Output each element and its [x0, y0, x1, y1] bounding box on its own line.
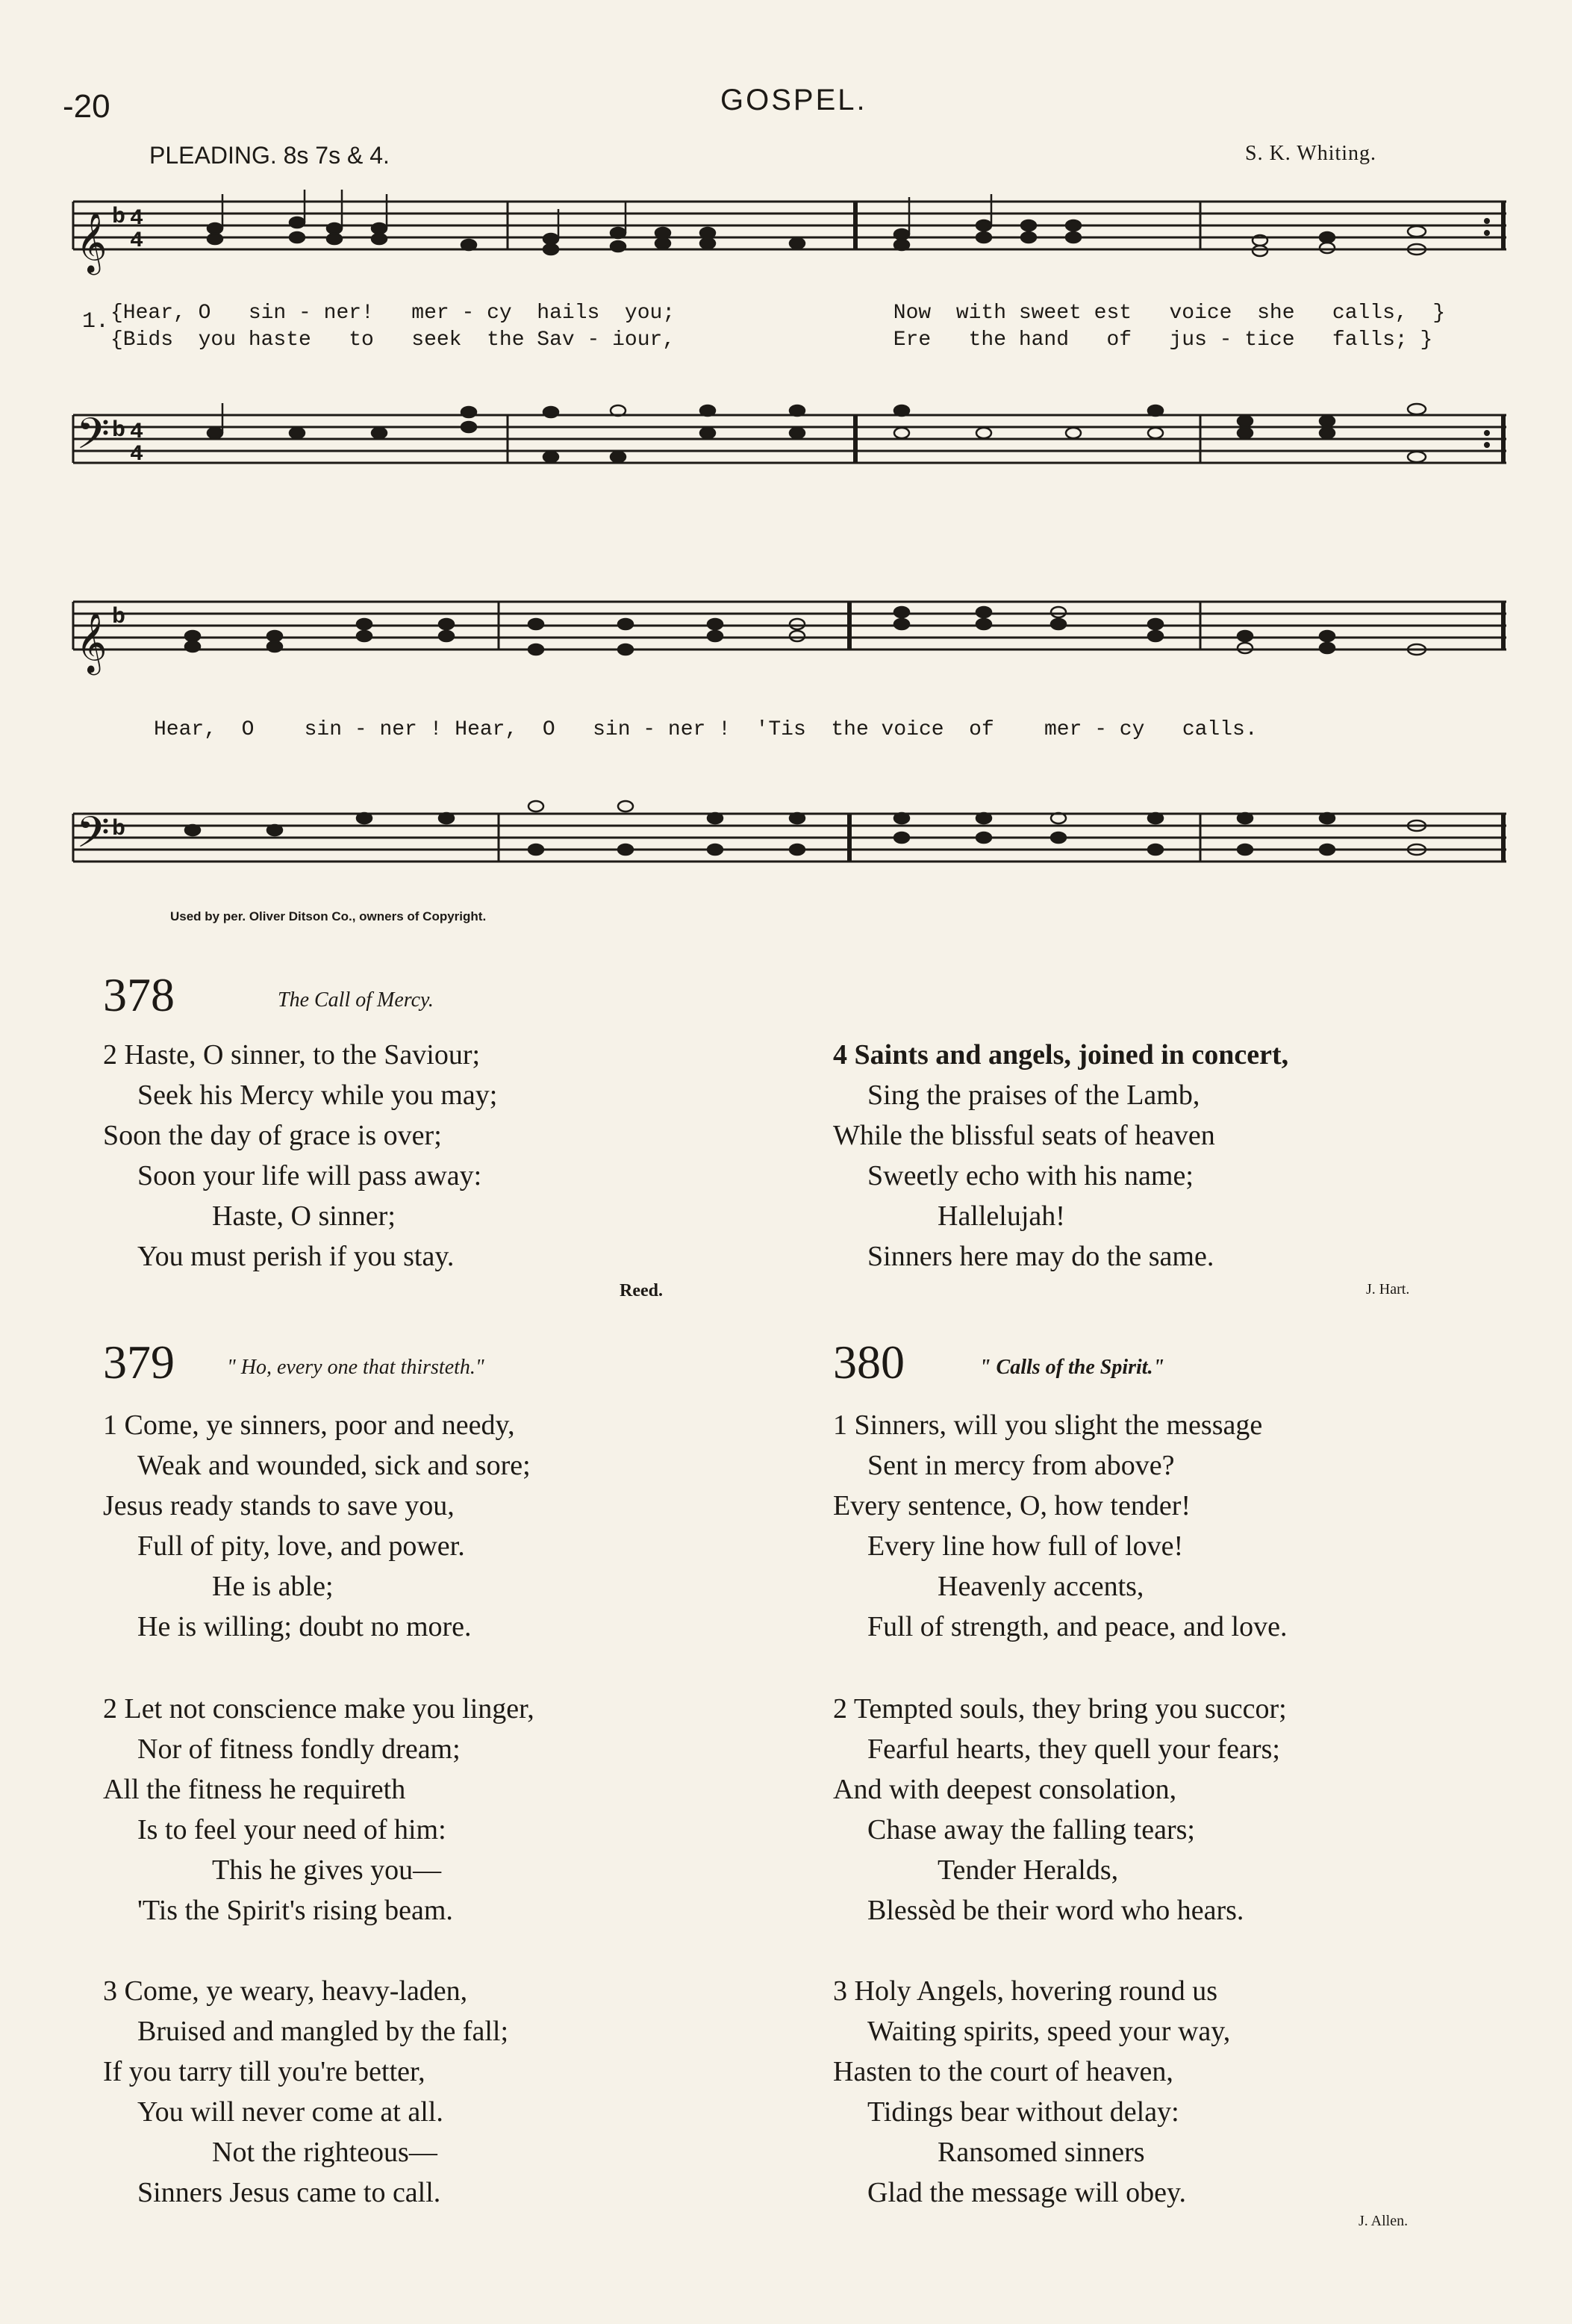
stanza-line: Chase away the falling tears;	[867, 1814, 1195, 1845]
hymn-380-stanza-3	[833, 1971, 1230, 2213]
stanza-line: Every sentence, O, how tender!	[833, 1490, 1191, 1521]
notes-bass-1	[208, 403, 1426, 462]
hymn-380-stanza-2	[833, 1689, 1287, 1931]
svg-text:b: b	[112, 418, 126, 443]
hymn-378-second-author: J. Hart.	[1366, 1281, 1410, 1297]
stanza-line: Sent in mercy from above?	[867, 1450, 1175, 1481]
svg-text:b: b	[112, 605, 126, 630]
verse-number: 1.	[82, 309, 110, 334]
bass-clef-1: 𝄢	[76, 414, 110, 473]
stanza-line: 1 Sinners, will you slight the message	[833, 1409, 1263, 1441]
stanza-line: 'Tis the Spirit's rising beam.	[137, 1895, 453, 1926]
svg-text:4: 4	[130, 442, 144, 467]
hymn-379-stanza-2	[103, 1689, 534, 1931]
lyrics-line-2b: Ere the hand of jus - tice falls; }	[881, 328, 1433, 352]
hymn-number-378: 378	[103, 968, 175, 1021]
stanza-line: Is to feel your need of him:	[137, 1814, 446, 1845]
lyrics-line-3: Hear, O sin - ner ! Hear, O sin - ner ! 'Tis the voice of mer - cy calls.	[154, 718, 1258, 741]
stanza-line: If you tarry till you're better,	[103, 2056, 425, 2087]
page-number: -20	[63, 88, 110, 125]
hymn-379-stanza-1	[103, 1405, 531, 1647]
hymn-380-stanza-1	[833, 1405, 1287, 1647]
stanza-line: Full of strength, and peace, and love.	[867, 1611, 1288, 1642]
stanza-line: Haste, O sinner;	[212, 1200, 396, 1232]
svg-text:4: 4	[130, 420, 144, 445]
stanza-line: Not the righteous—	[212, 2137, 437, 2168]
hymn-378-stanza-4	[833, 1035, 1288, 1277]
stanza-line: Tidings bear without delay:	[867, 2096, 1179, 2128]
stanza-line: 2 Let not conscience make you linger,	[103, 1693, 534, 1725]
stanza-line: 3 Holy Angels, hovering round us	[833, 1975, 1218, 2007]
stanza-line: Soon the day of grace is over;	[103, 1120, 442, 1151]
hymn-title-378: The Call of Mercy.	[278, 988, 434, 1012]
stanza-line: Tender Heralds,	[938, 1854, 1119, 1886]
stanza-line: Waiting spirits, speed your way,	[867, 2016, 1231, 2047]
lyrics-line-1a: {Hear, O sin - ner! mer - cy hails you;	[110, 302, 676, 325]
stanza-line: Full of pity, love, and power.	[137, 1530, 465, 1562]
stanza-line: Sing the praises of the Lamb,	[867, 1080, 1200, 1111]
stanza-line: Sinners Jesus came to call.	[137, 2177, 441, 2208]
notes-treble-1	[208, 190, 1426, 256]
notes-bass-2	[185, 801, 1426, 855]
stanza-line: Sinners here may do the same.	[867, 1241, 1214, 1272]
hymn-title-380: " Calls of the Spirit."	[979, 1356, 1165, 1379]
treble-clef-1: 𝄞	[76, 217, 107, 276]
stanza-line: 4 Saints and angels, joined in concert,	[833, 1039, 1289, 1071]
stanza-line: You must perish if you stay.	[137, 1241, 455, 1272]
stanza-line: 1 Come, ye sinners, poor and needy,	[103, 1409, 515, 1441]
stanza-line: Sweetly echo with his name;	[867, 1160, 1194, 1191]
hymn-380-author: J. Allen.	[1359, 2213, 1409, 2229]
svg-text:4: 4	[130, 228, 144, 254]
stanza-line: Soon your life will pass away:	[137, 1160, 482, 1191]
stanza-line: Nor of fitness fondly dream;	[137, 1733, 461, 1765]
stanza-line: Weak and wounded, sick and sore;	[137, 1450, 531, 1481]
lyrics-line-2a: {Bids you haste to seek the Sav - iour,	[110, 328, 676, 352]
stanza-line: He is willing; doubt no more.	[137, 1611, 472, 1642]
stanza-line: Bruised and mangled by the fall;	[137, 2016, 509, 2047]
stanza-line: 3 Come, ye weary, heavy-laden,	[103, 1975, 468, 2007]
stanza-line: Glad the message will obey.	[867, 2177, 1187, 2208]
stanza-line: Hasten to the court of heaven,	[833, 2056, 1173, 2087]
stanza-line: Fearful hearts, they quell your fears;	[867, 1733, 1280, 1765]
stanza-line: Blessèd be their word who hears.	[867, 1895, 1244, 1926]
stanza-line: You will never come at all.	[137, 2096, 443, 2128]
music-score	[66, 179, 1514, 911]
hymn-number-380: 380	[833, 1336, 905, 1389]
stanza-line: This he gives you—	[212, 1854, 442, 1886]
stanza-line: Hallelujah!	[938, 1200, 1065, 1232]
hymn-378-author: Reed.	[620, 1281, 663, 1300]
stanza-line: He is able;	[212, 1571, 334, 1602]
stanza-line: Heavenly accents,	[938, 1571, 1144, 1602]
stanza-line: All the fitness he requireth	[103, 1774, 406, 1805]
running-head: GOSPEL.	[720, 84, 867, 116]
treble-clef-2: 𝄞	[76, 617, 107, 676]
lyrics-line-1b: Now with sweet est voice she calls, }	[881, 302, 1446, 325]
stanza-line: Every line how full of love!	[867, 1530, 1184, 1562]
hymn-378-stanza-2	[103, 1035, 497, 1277]
stanza-line: 2 Haste, O sinner, to the Saviour;	[103, 1039, 481, 1071]
hymn-379-stanza-3	[103, 1971, 508, 2213]
svg-text:b: b	[112, 817, 126, 842]
svg-text:b: b	[112, 205, 126, 230]
stanza-line: 2 Tempted souls, they bring you succor;	[833, 1693, 1287, 1725]
tune-composer: S. K. Whiting.	[1245, 142, 1377, 165]
svg-text:4: 4	[130, 206, 144, 231]
staff-bass-1	[73, 415, 1506, 463]
hymn-title-379: " Ho, every one that thirsteth."	[227, 1356, 484, 1379]
stanza-line: Jesus ready stands to save you,	[103, 1490, 455, 1521]
bass-clef-2: 𝄢	[76, 813, 110, 872]
stanza-line: Seek his Mercy while you may;	[137, 1080, 498, 1111]
stanza-line: Ransomed sinners	[938, 2137, 1145, 2168]
stanza-line: While the blissful seats of heaven	[833, 1120, 1215, 1151]
tune-name: PLEADING. 8s 7s & 4.	[149, 142, 390, 169]
stanza-line: And with deepest consolation,	[833, 1774, 1177, 1805]
hymn-number-379: 379	[103, 1336, 175, 1389]
copyright-note: Used by per. Oliver Ditson Co., owners of Copyright.	[170, 909, 487, 923]
